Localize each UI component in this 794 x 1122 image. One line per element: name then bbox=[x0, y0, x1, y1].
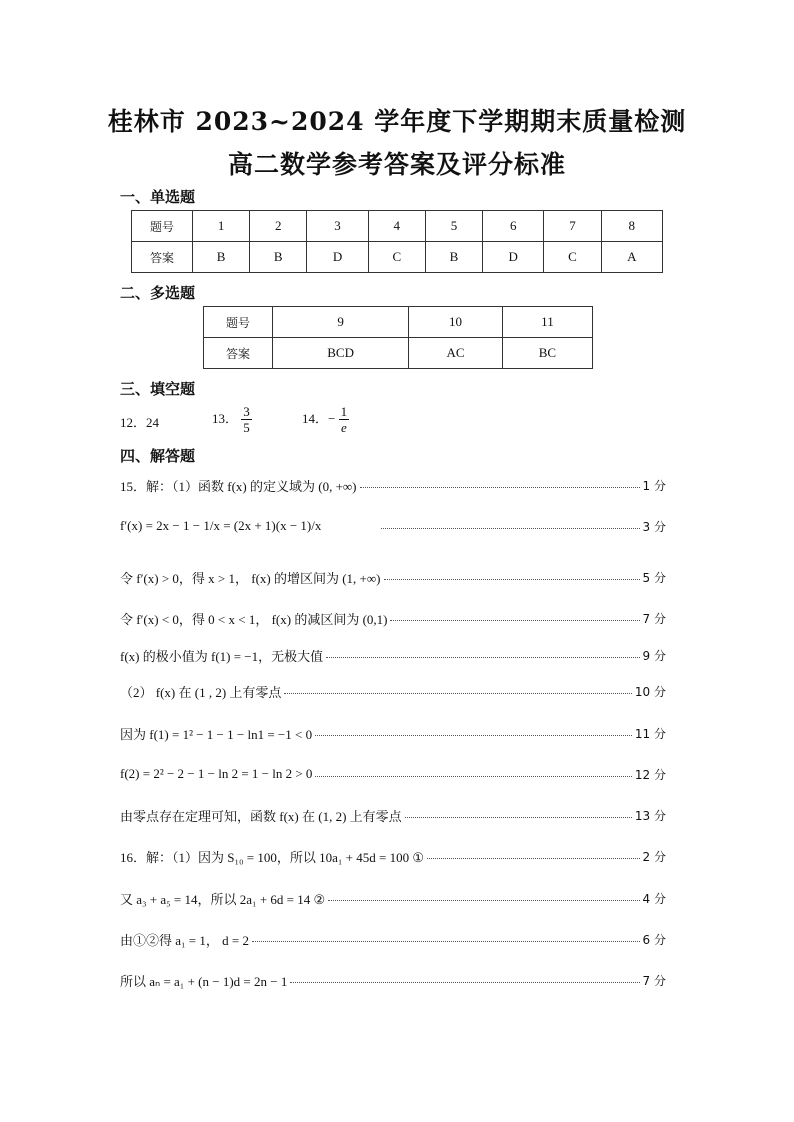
denominator: 5 bbox=[243, 420, 250, 435]
table-cell: 6 bbox=[483, 211, 544, 242]
solution-line bbox=[120, 516, 666, 536]
solution-text: 由零点存在定理可知，函数 f(x) 在 (1, 2) 上有零点 bbox=[120, 808, 402, 824]
table-cell: BC bbox=[502, 338, 592, 369]
table-cell: AC bbox=[409, 338, 503, 369]
score-points: 12 分 bbox=[634, 767, 666, 782]
table-cell: 5 bbox=[425, 211, 482, 242]
table-cell: 1 bbox=[193, 211, 250, 242]
solution-text: 因为 f(1) = 1² − 1 − 1 − ln1 = −1 < 0 bbox=[120, 726, 313, 742]
solution-line bbox=[120, 929, 666, 949]
minus-sign: − bbox=[328, 410, 336, 426]
fill-answer-14 bbox=[302, 404, 349, 436]
table-cell: 7 bbox=[544, 211, 601, 242]
solution-text: 16．解：（1）因为 S₁₀ = 100，所以 10a₁ + 45d = 100 ① bbox=[120, 849, 424, 865]
table-cell: 4 bbox=[368, 211, 425, 242]
table-cell: 11 bbox=[502, 307, 592, 338]
section-heading-fill-blank: 三、填空题 bbox=[120, 380, 196, 398]
table-row bbox=[132, 211, 663, 242]
denominator: e bbox=[340, 420, 347, 435]
table-cell: C bbox=[544, 242, 601, 273]
table-cell: 9 bbox=[273, 307, 409, 338]
score-points: 11 分 bbox=[634, 726, 666, 741]
score-points: 4 分 bbox=[642, 891, 666, 906]
leader-dots bbox=[381, 528, 639, 529]
leader-dots bbox=[315, 735, 632, 736]
table-cell: 题号 bbox=[132, 211, 193, 242]
question-number: 14． bbox=[302, 410, 329, 426]
table-cell: B bbox=[250, 242, 307, 273]
table-cell: BCD bbox=[273, 338, 409, 369]
section-heading-solutions: 四、解答题 bbox=[120, 447, 196, 465]
fraction bbox=[339, 404, 350, 436]
fill-answer-12 bbox=[120, 412, 159, 431]
leader-dots bbox=[427, 858, 640, 859]
score-points: 7 分 bbox=[642, 973, 666, 988]
numerator: 3 bbox=[243, 404, 250, 419]
score-points: 13 分 bbox=[634, 808, 666, 823]
score-points: 10 分 bbox=[634, 684, 666, 699]
leader-dots bbox=[405, 817, 632, 818]
leader-dots bbox=[328, 900, 639, 901]
table-cell: B bbox=[193, 242, 250, 273]
table-cell: D bbox=[483, 242, 544, 273]
page-subtitle: 高二数学参考答案及评分标准 bbox=[227, 150, 566, 179]
score-points: 3 分 bbox=[642, 519, 666, 534]
solution-line bbox=[120, 888, 666, 908]
table-row bbox=[204, 307, 593, 338]
score-points: 2 分 bbox=[642, 849, 666, 864]
section-heading-multi-choice: 二、多选题 bbox=[120, 284, 196, 302]
multi-choice-answer-table bbox=[203, 306, 593, 369]
numerator: 1 bbox=[340, 404, 348, 419]
single-choice-answer-table bbox=[131, 210, 663, 273]
score-points: 6 分 bbox=[642, 932, 666, 947]
solution-line bbox=[120, 805, 666, 825]
table-cell: 8 bbox=[601, 211, 662, 242]
solution-line bbox=[120, 567, 666, 587]
solution-line bbox=[120, 846, 666, 866]
score-points: 9 分 bbox=[642, 648, 666, 663]
leader-dots bbox=[390, 620, 639, 621]
leader-dots bbox=[384, 579, 640, 580]
fraction bbox=[241, 404, 252, 436]
solution-line bbox=[120, 764, 666, 784]
page-title: 桂林市 2023~2024 学年度下学期期末质量检测 bbox=[107, 107, 687, 136]
solution-line bbox=[120, 970, 666, 990]
table-row bbox=[132, 242, 663, 273]
solution-text: 15．解：（1）函数 f(x) 的定义域为 (0, +∞) bbox=[120, 478, 357, 494]
score-points: 1 分 bbox=[642, 478, 666, 493]
section-heading-single-choice: 一、单选题 bbox=[120, 188, 196, 206]
table-cell: A bbox=[601, 242, 662, 273]
leader-dots bbox=[284, 693, 632, 694]
table-cell: 2 bbox=[250, 211, 307, 242]
fill-answer-13 bbox=[212, 404, 252, 436]
solution-text: f′(x) = 2x − 1 − 1/x = (2x + 1)(x − 1)/x bbox=[120, 518, 322, 533]
solution-text: f(2) = 2² − 2 − 1 − ln 2 = 1 − ln 2 > 0 bbox=[120, 766, 313, 781]
solution-line bbox=[120, 681, 666, 701]
table-cell: 答案 bbox=[204, 338, 273, 369]
solution-text: f(x) 的极小值为 f(1) = −1，无极大值 bbox=[120, 648, 324, 664]
table-cell: D bbox=[307, 242, 368, 273]
solution-text: 令 f′(x) > 0，得 x > 1， f(x) 的增区间为 (1, +∞) bbox=[120, 570, 381, 586]
answer-value: 24 bbox=[146, 415, 160, 430]
table-cell: 题号 bbox=[204, 307, 273, 338]
score-points: 5 分 bbox=[642, 570, 666, 585]
solution-text: 令 f′(x) < 0，得 0 < x < 1， f(x) 的减区间为 (0,1) bbox=[120, 611, 388, 627]
leader-dots bbox=[252, 941, 640, 942]
leader-dots bbox=[360, 487, 640, 488]
table-row bbox=[204, 338, 593, 369]
score-points: 7 分 bbox=[642, 611, 666, 626]
leader-dots bbox=[315, 776, 631, 777]
solution-text: 由①②得 a₁ = 1， d = 2 bbox=[120, 932, 249, 948]
solution-line bbox=[120, 723, 666, 743]
leader-dots bbox=[290, 982, 639, 983]
solution-line bbox=[120, 475, 666, 495]
table-cell: B bbox=[425, 242, 482, 273]
solution-text: 所以 aₙ = a₁ + (n − 1)d = 2n − 1 bbox=[120, 973, 288, 989]
solution-text: 又 a₃ + a₅ = 14，所以 2a₁ + 6d = 14 ② bbox=[120, 891, 326, 907]
table-cell: 3 bbox=[307, 211, 368, 242]
question-number: 12． bbox=[120, 415, 147, 430]
table-cell: C bbox=[368, 242, 425, 273]
table-cell: 答案 bbox=[132, 242, 193, 273]
table-cell: 10 bbox=[409, 307, 503, 338]
solution-line bbox=[120, 608, 666, 628]
solution-line bbox=[120, 645, 666, 665]
question-number: 13． bbox=[212, 410, 239, 426]
leader-dots bbox=[326, 657, 639, 658]
solution-text: （2） f(x) 在 (1 , 2) 上有零点 bbox=[120, 684, 282, 700]
